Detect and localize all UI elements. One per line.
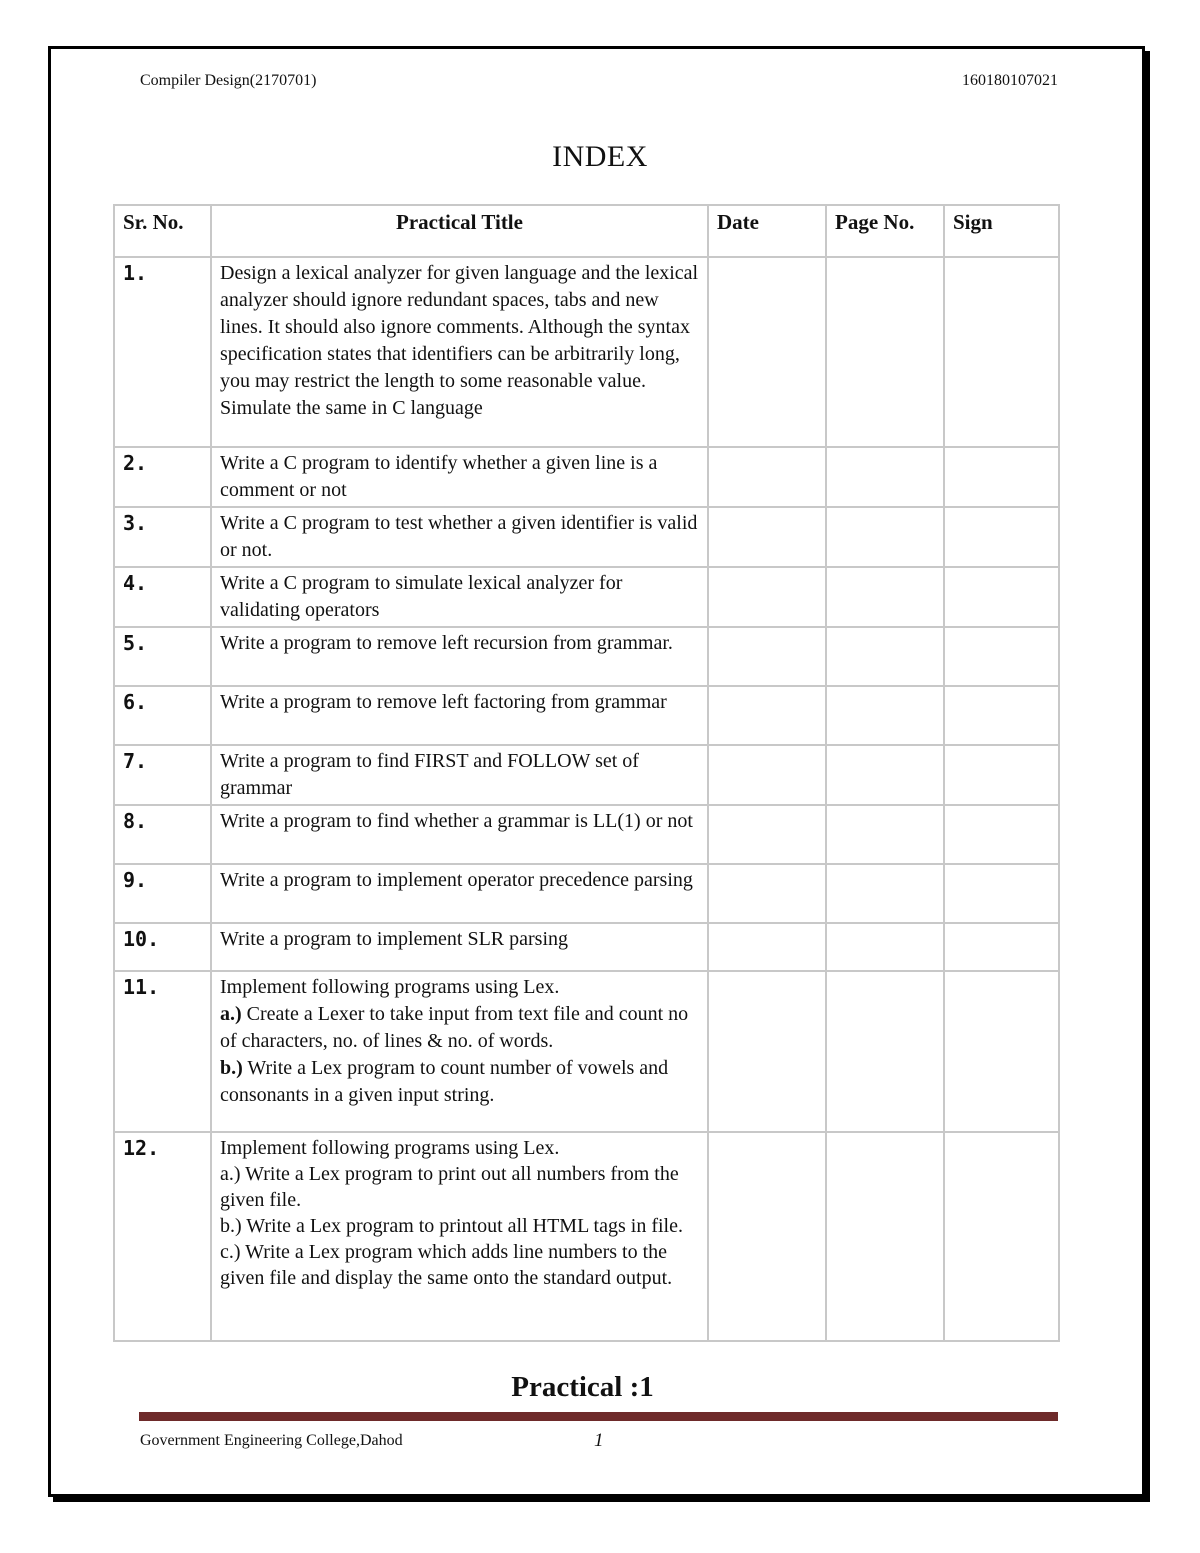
row-title: Write a C program to simulate lexical analyzer for validating operators xyxy=(211,567,708,627)
table-row xyxy=(114,567,1059,627)
row-sign xyxy=(944,686,1059,745)
row-title: Write a C program to identify whether a given line is a comment or not xyxy=(211,447,708,507)
row-sign xyxy=(944,864,1059,923)
footer-rule xyxy=(139,1412,1058,1421)
table-row xyxy=(114,805,1059,864)
row-sign xyxy=(944,507,1059,567)
row-intro: Implement following programs using Lex. xyxy=(220,976,560,998)
col-sign: Sign xyxy=(944,205,1059,257)
row-date xyxy=(708,567,826,627)
row-page-no xyxy=(826,567,944,627)
table-row xyxy=(114,507,1059,567)
row-page-no xyxy=(826,745,944,805)
row-date xyxy=(708,686,826,745)
row-sign xyxy=(944,447,1059,507)
row-sr-no: 11. xyxy=(114,971,211,1132)
table-row xyxy=(114,447,1059,507)
row-subitem xyxy=(220,1055,699,1109)
row-sr-no: 7. xyxy=(114,745,211,805)
row-sign xyxy=(944,805,1059,864)
row-page-no xyxy=(826,1132,944,1341)
row-sr-no: 1. xyxy=(114,257,211,447)
row-date xyxy=(708,971,826,1132)
row-page-no xyxy=(826,864,944,923)
row-page-no xyxy=(826,923,944,971)
row-date xyxy=(708,627,826,686)
row-date xyxy=(708,257,826,447)
row-sr-no: 8. xyxy=(114,805,211,864)
row-sr-no: 5. xyxy=(114,627,211,686)
subitem-label: b.) xyxy=(220,1057,243,1079)
row-subitem: c.) Write a Lex program which adds line numbers to the given file and display the same onto the standard output. xyxy=(220,1241,673,1289)
row-sign xyxy=(944,257,1059,447)
row-title: Write a program to remove left recursion from grammar. xyxy=(211,627,708,686)
row-sr-no: 4. xyxy=(114,567,211,627)
row-sr-no: 12. xyxy=(114,1132,211,1341)
practical-heading: Practical :1 xyxy=(511,1371,654,1403)
row-sign xyxy=(944,971,1059,1132)
row-date xyxy=(708,1132,826,1341)
footer-college: Government Engineering College,Dahod xyxy=(140,1432,403,1449)
row-sign xyxy=(944,1132,1059,1341)
enrollment-number: 160180107021 xyxy=(962,72,1058,89)
row-subitem xyxy=(220,1001,699,1055)
subitem-text: Create a Lexer to take input from text file and count no of characters, no. of lines & no. of words. xyxy=(220,1003,689,1052)
row-title xyxy=(211,971,708,1132)
course-code: Compiler Design(2170701) xyxy=(140,72,317,89)
row-title: Write a program to remove left factoring from grammar xyxy=(211,686,708,745)
col-date: Date xyxy=(708,205,826,257)
table-row xyxy=(114,627,1059,686)
row-subitem: b.) Write a Lex program to printout all HTML tags in file. xyxy=(220,1215,683,1237)
table-row xyxy=(114,971,1059,1132)
col-page-no: Page No. xyxy=(826,205,944,257)
page-number: 1 xyxy=(594,1430,604,1451)
row-date xyxy=(708,507,826,567)
index-table xyxy=(113,204,1060,1342)
row-sign xyxy=(944,745,1059,805)
row-page-no xyxy=(826,257,944,447)
table-row xyxy=(114,923,1059,971)
row-title xyxy=(211,1132,708,1341)
row-sr-no: 3. xyxy=(114,507,211,567)
row-page-no xyxy=(826,627,944,686)
table-row xyxy=(114,745,1059,805)
row-subitem: a.) Write a Lex program to print out all numbers from the given file. xyxy=(220,1163,679,1211)
row-title: Design a lexical analyzer for given language and the lexical analyzer should ignore redundant spaces, tabs and new lines. It should also ignore comments. Although the syntax specification states that identifiers can be arbitrarily long, you may restrict the length to some reasonable value. Simulate the same in C language xyxy=(211,257,708,447)
row-intro: Implement following programs using Lex. xyxy=(220,1137,560,1159)
col-sr-no: Sr. No. xyxy=(114,205,211,257)
row-page-no xyxy=(826,507,944,567)
table-row xyxy=(114,257,1059,447)
page-title: INDEX xyxy=(552,140,648,173)
row-title: Write a program to find FIRST and FOLLOW set of grammar xyxy=(211,745,708,805)
subitem-text: Write a Lex program to count number of vowels and consonants in a given input string. xyxy=(220,1057,669,1106)
row-sign xyxy=(944,567,1059,627)
table-row xyxy=(114,686,1059,745)
table-row xyxy=(114,1132,1059,1341)
row-date xyxy=(708,805,826,864)
row-sr-no: 6. xyxy=(114,686,211,745)
col-practical-title: Practical Title xyxy=(211,205,708,257)
row-sr-no: 2. xyxy=(114,447,211,507)
row-title: Write a program to find whether a grammar is LL(1) or not xyxy=(211,805,708,864)
row-page-no xyxy=(826,971,944,1132)
row-page-no xyxy=(826,805,944,864)
row-date xyxy=(708,447,826,507)
row-date xyxy=(708,923,826,971)
row-date xyxy=(708,864,826,923)
table-row xyxy=(114,864,1059,923)
row-sr-no: 9. xyxy=(114,864,211,923)
row-sign xyxy=(944,627,1059,686)
row-sr-no: 10. xyxy=(114,923,211,971)
subitem-label: a.) xyxy=(220,1003,242,1025)
table-header-row xyxy=(114,205,1059,257)
row-page-no xyxy=(826,447,944,507)
row-title: Write a program to implement operator precedence parsing xyxy=(211,864,708,923)
row-sign xyxy=(944,923,1059,971)
row-title: Write a program to implement SLR parsing xyxy=(211,923,708,971)
row-date xyxy=(708,745,826,805)
row-page-no xyxy=(826,686,944,745)
row-title: Write a C program to test whether a given identifier is valid or not. xyxy=(211,507,708,567)
